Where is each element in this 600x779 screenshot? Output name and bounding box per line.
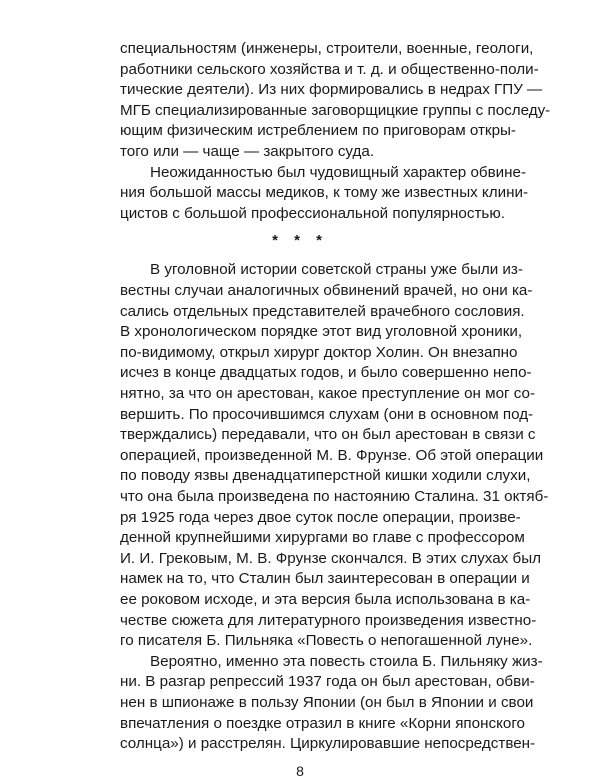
text-line: вершить. По просочившимся слухам (они в основном под- <box>120 405 534 423</box>
text-line: В уголовной истории советской страны уже были из- <box>150 261 523 279</box>
text-line: ее роковом исходе, и эта версия была использована в ка- <box>120 591 531 608</box>
text-line: тверждались) передавали, что он был арестован в связи с <box>120 426 536 444</box>
text-line: денной крупнейшими хирургами во главе с профессором <box>120 529 525 547</box>
text-line: намек на то, что Сталин был заинтересован в операции и <box>120 570 530 588</box>
text-line: ющим физическим истреблением по приговорам откры- <box>120 122 516 140</box>
text-line: честве сюжета для литературного произведения известно- <box>120 611 537 629</box>
text-line: го писателя Б. Пильняка «Повесть о непогашенной луне». <box>120 632 533 650</box>
text-line: работники сельского хозяйства и т. д. и общественно-поли- <box>120 60 539 78</box>
page-number: 8 <box>296 762 304 779</box>
text-line: ния большой массы медиков, к тому же известных клини- <box>120 184 529 202</box>
text-line: МГБ специализированные заговорщицкие группы с последу- <box>120 101 551 119</box>
text-line: нятно, за что он арестован, какое преступление он мог со- <box>120 385 536 402</box>
text-line: нен в шпионаже в пользу Японии (он был в Японии и свои <box>120 694 534 711</box>
text-line: специальностям (инженеры, строители, военные, геологи, <box>120 40 534 57</box>
text-line: по-видимому, открыл хирург доктор Холин. Он внезапно <box>120 343 518 361</box>
text-line: ни. В разгар репрессий 1937 года он был арестован, обви- <box>120 673 535 691</box>
text-line: операцией, произведенной М. В. Фрунзе. Об этой операции <box>120 446 544 464</box>
text-line: цистов с большой профессиональной популярностью. <box>120 204 505 222</box>
text-line: по поводу язвы двенадцатиперстной кишки ходили слухи, <box>120 467 531 485</box>
text-line: Неожиданностью был чудовищный характер обвине- <box>150 163 527 181</box>
text-line: Вероятно, именно эта повесть стоила Б. Пильняку жиз- <box>150 652 543 670</box>
text-line: исчез в конце двадцатых годов, и было совершенно непо- <box>120 364 532 382</box>
text-line: что она была произведена по настоянию Сталина. 31 октяб- <box>120 488 549 505</box>
section-separator: * * * <box>272 232 328 250</box>
text-line: сались отдельных представителей врачебного сословия. <box>120 302 525 320</box>
text-line: В хронологическом порядке этот вид уголовной хроники, <box>120 323 523 341</box>
text-line: впечатления о поездке отразил в книге «Корни японского <box>120 714 525 732</box>
text-line: тические деятели). Из них формировались в недрах ГПУ — <box>120 81 543 99</box>
text-line: ря 1925 года через двое суток после операции, произве- <box>120 508 521 526</box>
text-line: того или — чаще — закрытого суда. <box>120 143 375 160</box>
text-line: И. И. Грековым, М. В. Фрунзе скончался. В этих слухах был <box>120 549 541 567</box>
text-line: солнца») и расстрелян. Циркулировавшие непосредствен- <box>120 735 536 753</box>
text-line: вестны случаи аналогичных обвинений врачей, но они ка- <box>120 282 533 299</box>
